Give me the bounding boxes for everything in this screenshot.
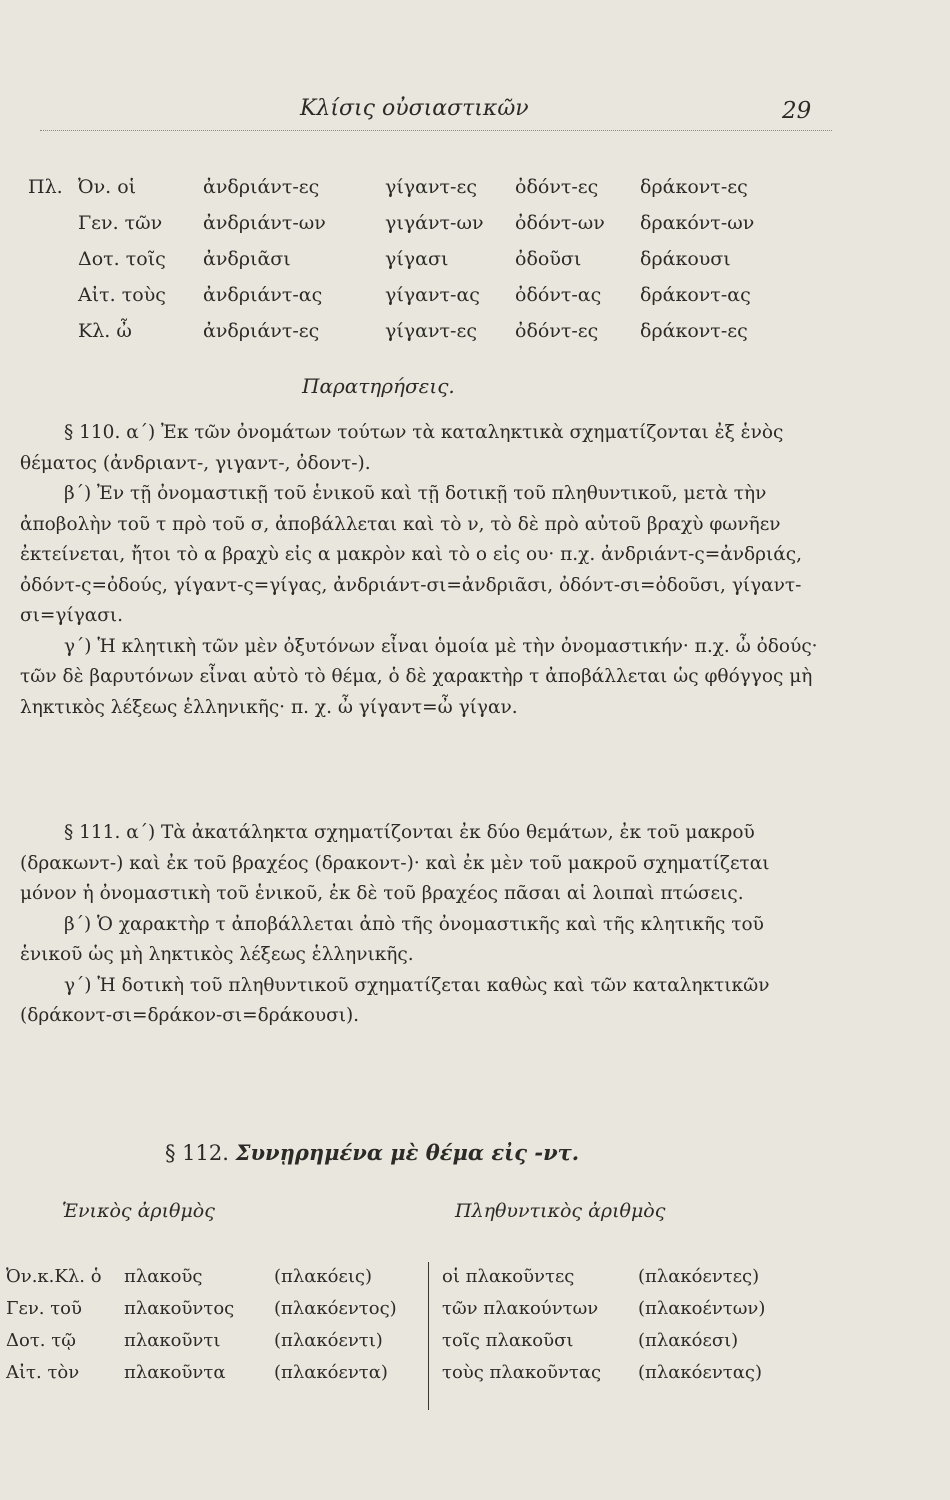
running-header-title: Κλίσις οὐσιαστικῶν [300, 96, 529, 121]
section-title: Συνῃρημένα μὲ θέμα εἰς -ντ. [235, 1140, 580, 1165]
form-drakon: δρακόντ-ων [640, 212, 755, 234]
form-odous: ὀδοῦσι [515, 248, 582, 270]
case-label: Γεν. τῶν [78, 212, 163, 234]
case-label: Ὀν.κ.Κλ. ὁ [6, 1266, 102, 1287]
uncontracted-form: (πλακόεις) [274, 1266, 372, 1287]
form-gigas: γίγαντ-ες [385, 320, 477, 342]
form-andrias: ἀνδριάντ-ας [203, 284, 323, 306]
form-odous: ὀδόντ-ων [515, 212, 605, 234]
form-odous: ὀδόντ-ες [515, 320, 599, 342]
contracted-form: οἱ πλακοῦντες [442, 1266, 575, 1287]
paragraph: γ΄) Ἡ δοτικὴ τοῦ πληθυντικοῦ σχηματίζεται καθὼς καὶ τῶν καταληκτικῶν (δράκοντ-σι=δράκον-σι=δράκουσι). [20, 974, 770, 1026]
case-label: Δοτ. τοῖς [78, 248, 166, 270]
case-label: Αἰτ. τὸν [6, 1362, 80, 1383]
case-label: Δοτ. τῷ [6, 1330, 76, 1351]
form-gigas: γίγασι [385, 248, 449, 270]
form-drakon: δράκοντ-ας [640, 284, 751, 306]
contracted-form: πλακοῦς [124, 1266, 203, 1287]
contracted-form: τοῖς πλακοῦσι [442, 1330, 574, 1351]
form-odous: ὀδόντ-ες [515, 176, 599, 198]
paragraph: § 111. α΄) Τὰ ἀκατάληκτα σχηματίζονται ἐκ δύο θεμάτων, ἐκ τοῦ μακροῦ (δρακωντ-) καὶ ἐκ τοῦ βραχέος (δρακοντ-)· καὶ ἐκ μὲν τοῦ μακροῦ σχηματίζεται μόνον ἡ ὀνομαστικὴ τοῦ ἑνικοῦ, ἐκ δὲ τοῦ βραχέος πᾶσαι αἱ λοιπαὶ πτώσεις. [20, 822, 770, 904]
paragraph: γ΄) Ἡ κλητικὴ τῶν μὲν ὀξυτόνων εἶναι ὁμοία μὲ τὴν ὀνομαστικήν· π.χ. ὦ ὀδούς· τῶν δὲ βαρυτόνων εἶναι αὐτὸ τὸ θέμα, ὁ δὲ χαρακτὴρ τ ἀποβάλλεται ὡς φθόγγος μὴ ληκτικὸς λέξεως ἑλληνικῆς· π. χ. ὦ γίγαντ=ὦ γίγαν. [20, 635, 818, 718]
case-label: Αἰτ. τοὺς [78, 284, 166, 306]
case-label: Γεν. τοῦ [6, 1298, 82, 1319]
uncontracted-form: (πλακόεσι) [638, 1330, 739, 1351]
case-label: Ὀν. οἱ [78, 176, 137, 198]
contracted-form: πλακοῦντος [124, 1298, 235, 1319]
form-andrias: ἀνδριᾶσι [203, 248, 291, 270]
form-drakon: δράκοντ-ες [640, 176, 748, 198]
page-number: 29 [782, 98, 812, 124]
plural-heading: Πληθυντικὸς ἀριθμὸς [455, 1200, 666, 1222]
paragraph: β΄) Ἐν τῇ ὀνομαστικῇ τοῦ ἑνικοῦ καὶ τῇ δοτικῇ τοῦ πληθυντικοῦ, μετὰ τὴν ἀποβολὴν τοῦ τ πρὸ τοῦ σ, ἀποβάλλεται καὶ τὸ ν, τὸ δὲ πρὸ αὐτοῦ βραχὺ φωνῆεν ἐκτείνεται, ἤτοι τὸ α βραχὺ εἰς α μακρὸν καὶ τὸ ο εἰς ου· π.χ. ἀνδριάντ-ς=ἀνδριάς, ὀδόντ-ς=ὀδούς, γίγαντ-ς=γίγας, ἀνδριάντ-σι=ἀνδριᾶσι, ὀδόντ-σι=ὀδοῦσι, γίγαντ-σι=γίγασι. [20, 483, 802, 626]
number-label: Πλ. [28, 176, 63, 198]
form-odous: ὀδόντ-ας [515, 284, 602, 306]
uncontracted-form: (πλακόεντας) [638, 1362, 762, 1383]
form-drakon: δράκοντ-ες [640, 320, 748, 342]
column-divider [428, 1262, 429, 1410]
section-112-heading [165, 1140, 579, 1165]
section-110 [20, 418, 820, 723]
form-gigas: γίγαντ-ες [385, 176, 477, 198]
uncontracted-form: (πλακόεντες) [638, 1266, 760, 1287]
header-divider [40, 130, 832, 131]
section-111 [20, 818, 820, 1032]
form-andrias: ἀνδριάντ-ες [203, 320, 320, 342]
contracted-form: πλακοῦντα [124, 1362, 226, 1383]
contracted-form: πλακοῦντι [124, 1330, 221, 1351]
uncontracted-form: (πλακοέντων) [638, 1298, 766, 1319]
paragraph: β΄) Ὁ χαρακτὴρ τ ἀποβάλλεται ἀπὸ τῆς ὀνομαστικῆς καὶ τῆς κλητικῆς τοῦ ἑνικοῦ ὡς μὴ ληκτικὸς λέξεως ἑλληνικῆς. [20, 913, 764, 965]
singular-heading: Ἑνικὸς ἀριθμὸς [62, 1200, 215, 1222]
form-gigas: γίγαντ-ας [385, 284, 480, 306]
section-number: § 112. [165, 1141, 229, 1165]
contracted-form: τῶν πλακούντων [442, 1298, 599, 1319]
observations-heading: Παρατηρήσεις. [302, 374, 455, 398]
uncontracted-form: (πλακόεντος) [274, 1298, 397, 1319]
form-andrias: ἀνδριάντ-ων [203, 212, 326, 234]
form-gigas: γιγάντ-ων [385, 212, 484, 234]
uncontracted-form: (πλακόεντα) [274, 1362, 388, 1383]
form-andrias: ἀνδριάντ-ες [203, 176, 320, 198]
case-label: Κλ. ὦ [78, 320, 132, 342]
contracted-form: τοὺς πλακοῦντας [442, 1362, 602, 1383]
form-drakon: δράκουσι [640, 248, 731, 270]
uncontracted-form: (πλακόεντι) [274, 1330, 383, 1351]
paragraph: § 110. α΄) Ἐκ τῶν ὀνομάτων τούτων τὰ καταληκτικὰ σχηματίζονται ἐξ ἑνὸς θέματος (ἀνδριαντ-, γιγαντ-, ὀδοντ-). [20, 422, 784, 474]
